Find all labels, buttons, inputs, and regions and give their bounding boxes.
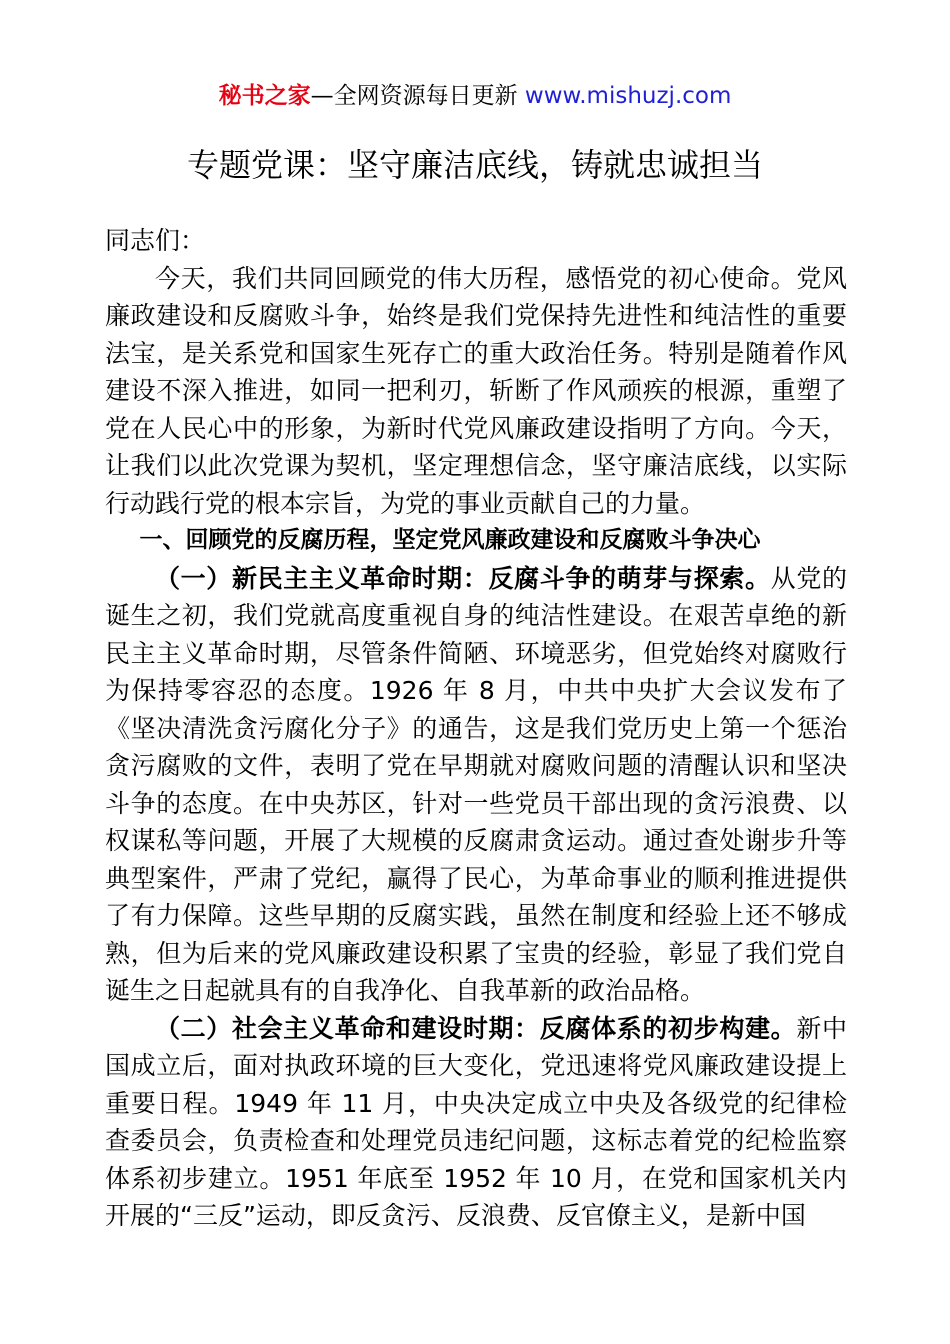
site-url-link[interactable]: www.mishuzj.com — [524, 83, 732, 109]
sub-heading-1: （一）新民主主义革命时期：反腐斗争的萌芽与探索。 — [155, 563, 771, 593]
paragraph-part-2 — [105, 1010, 847, 1235]
paragraph-part-1 — [105, 560, 847, 1010]
paragraph-part-1-text: 从党的诞生之初，我们党就高度重视自身的纯洁性建设。在艰苦卓绝的新民主主义革命时期，尽管条件简陋、环境恶劣，但党始终对腐败行为保持零容忍的态度。1926 年 8 月，中共中央扩大会议发布了《坚决清洗贪污腐化分子》的通告，这是我们党历史上第一个惩治贪污腐败的文件，表明了党在早期就对腐败问题的清醒认识和坚决斗争的态度。在中央苏区，针对一些党员干部出现的贪污浪费、以权谋私等问题，开展了大规模的反腐肃贪运动。通过查处谢步升等典型案件，严肃了党纪，赢得了民心，为革命事业的顺利推进提供了有力保障。这些早期的反腐实践，虽然在制度和经验上还不够成熟，但为后来的党风廉政建设积累了宝贵的经验，彰显了我们党自诞生之日起就具有的自我净化、自我革新的政治品格。 — [105, 563, 847, 1005]
document-title: 专题党课：坚守廉洁底线，铸就忠诚担当 — [186, 146, 763, 184]
document-body — [105, 222, 847, 1235]
salutation: 同志们： — [105, 226, 206, 255]
section-heading-1: 一、回顾党的反腐历程，坚定党风廉政建设和反腐败斗争决心 — [139, 527, 761, 553]
brand-name: 秘书之家 — [218, 83, 311, 109]
intro-paragraph: 今天，我们共同回顾党的伟大历程，感悟党的初心使命。党风廉政建设和反腐败斗争，始终是我们党保持先进性和纯洁性的重要法宝，是关系党和国家生死存亡的重大政治任务。特别是随着作风建设不深入推进，如同一把利刃，斩断了作风顽疾的根源，重塑了党在人民心中的形象，为新时代党风廉政建设指明了方向。今天，让我们以此次党课为契机，坚定理想信念，坚守廉洁底线，以实际行动践行党的根本宗旨，为党的事业贡献自己的力量。 — [105, 263, 847, 518]
paragraph-part-2-text: 新中国成立后，面对执政环境的巨大变化，党迅速将党风廉政建设提上重要日程。1949 年 11 月，中央决定成立中央及各级党的纪律检查委员会，负责检查和处理党员违纪问题，这标志着党的纪检监察体系初步建立。1951 年底至 1952 年 10 月，在党和国家机关内开展的“三反”运动，即反贪污、反浪费、反官僚主义，是新中国 — [105, 1013, 847, 1230]
site-header — [0, 80, 950, 112]
header-tagline: —全网资源每日更新 — [310, 83, 525, 109]
sub-heading-2: （二）社会主义革命和建设时期：反腐体系的初步构建。 — [155, 1013, 797, 1043]
